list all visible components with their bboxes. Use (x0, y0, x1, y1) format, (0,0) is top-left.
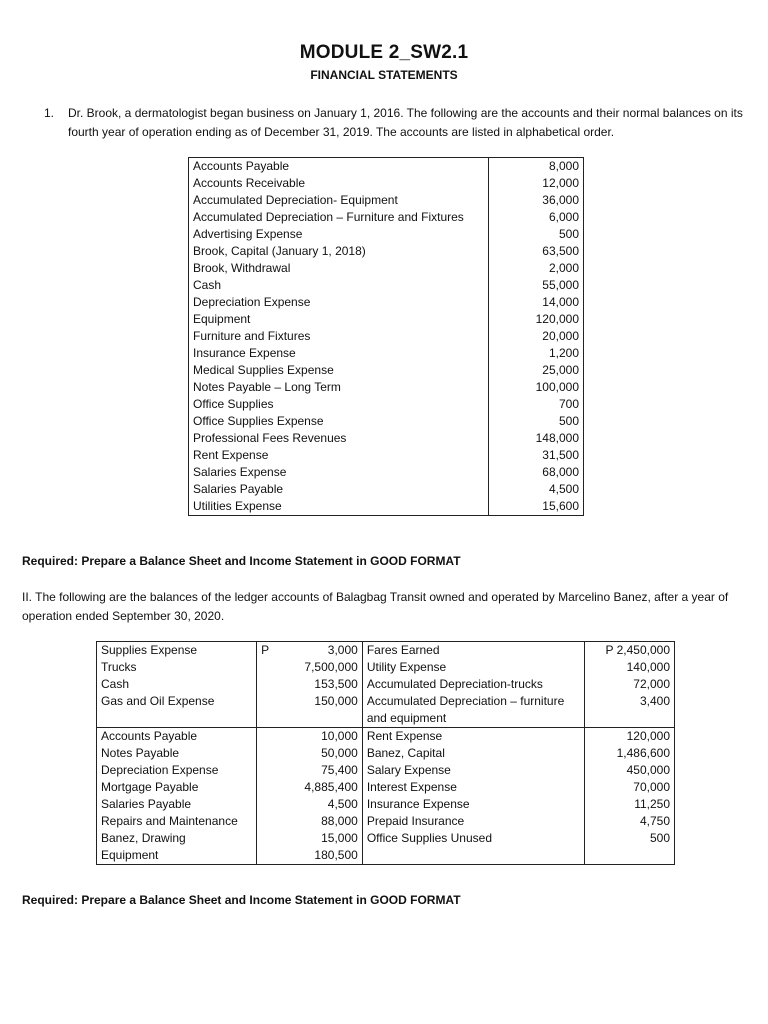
account-name: Brook, Withdrawal (189, 260, 489, 277)
question-1-number: 1. (44, 106, 55, 120)
account-amount: 20,000 (489, 328, 584, 345)
left-account-amount-cell (257, 676, 363, 693)
table-row (97, 676, 675, 693)
table-row (97, 642, 675, 660)
account-amount: 500 (489, 413, 584, 430)
left-account-name: Cash (97, 676, 257, 693)
right-account-name (362, 847, 585, 865)
right-account-name: Rent Expense (362, 728, 585, 746)
table-row (189, 464, 584, 481)
table-row (97, 728, 675, 746)
account-amount: 63,500 (489, 243, 584, 260)
left-account-name: Equipment (97, 847, 257, 865)
left-account-amount: 15,000 (321, 831, 358, 845)
table-row (189, 413, 584, 430)
account-name: Salaries Payable (189, 481, 489, 498)
required-instruction-2: Required: Prepare a Balance Sheet and Income Statement in GOOD FORMAT (22, 893, 461, 907)
right-account-name: Office Supplies Unused (362, 830, 585, 847)
accounts-table-2 (96, 641, 675, 865)
account-amount: 31,500 (489, 447, 584, 464)
left-account-name: Trucks (97, 659, 257, 676)
account-name: Salaries Expense (189, 464, 489, 481)
left-account-amount: 150,000 (314, 694, 358, 708)
right-account-name: Accumulated Depreciation – furniture and equipment (362, 693, 585, 728)
left-account-amount-cell (257, 813, 363, 830)
left-account-amount-cell (257, 693, 363, 728)
account-amount: 36,000 (489, 192, 584, 209)
question-1-text: Dr. Brook, a dermatologist began business on January 1, 2016. The following are the accounts and their normal balances on its fourth year of operation ending as of December 31, 2019. The accounts are listed in alphabetical order. (68, 106, 743, 139)
left-account-amount-cell (257, 830, 363, 847)
left-account-amount-cell (257, 762, 363, 779)
account-name: Depreciation Expense (189, 294, 489, 311)
right-account-name: Salary Expense (362, 762, 585, 779)
account-amount: 8,000 (489, 158, 584, 176)
table-row (97, 659, 675, 676)
table-row (189, 192, 584, 209)
account-amount: 6,000 (489, 209, 584, 226)
account-amount: 68,000 (489, 464, 584, 481)
table-row (189, 396, 584, 413)
question-2-text: II. The following are the balances of the ledger accounts of Balagbag Transit owned and operated by Marcelino Banez, after a year of operation ended September 30, 2020. (22, 590, 729, 623)
left-account-amount-cell (257, 642, 363, 660)
left-account-amount: 88,000 (321, 814, 358, 828)
account-amount: 12,000 (489, 175, 584, 192)
account-name: Professional Fees Revenues (189, 430, 489, 447)
left-account-amount: 50,000 (321, 746, 358, 760)
table-row (97, 693, 675, 728)
left-account-name: Salaries Payable (97, 796, 257, 813)
account-name: Office Supplies (189, 396, 489, 413)
left-account-name: Mortgage Payable (97, 779, 257, 796)
left-account-amount: 3,000 (327, 643, 358, 657)
right-account-amount: 3,400 (585, 693, 675, 728)
account-amount: 2,000 (489, 260, 584, 277)
right-account-amount: 4,750 (585, 813, 675, 830)
account-amount: 55,000 (489, 277, 584, 294)
left-account-amount: 153,500 (314, 677, 358, 691)
table-row (97, 796, 675, 813)
left-account-amount-cell (257, 847, 363, 865)
table-row (189, 277, 584, 294)
right-account-name: Interest Expense (362, 779, 585, 796)
table-row (97, 830, 675, 847)
left-account-amount-cell (257, 659, 363, 676)
left-account-amount: 7,500,000 (304, 660, 358, 674)
table-row (189, 209, 584, 226)
left-account-name: Depreciation Expense (97, 762, 257, 779)
table-row (189, 260, 584, 277)
table-row (97, 745, 675, 762)
page-title: MODULE 2_SW2.1 (299, 42, 469, 63)
left-account-amount: 4,500 (327, 797, 358, 811)
question-1 (44, 104, 754, 142)
right-account-amount: 120,000 (585, 728, 675, 746)
right-account-amount (585, 847, 675, 865)
table-row (189, 345, 584, 362)
table-row (97, 762, 675, 779)
required-instruction-1: Required: Prepare a Balance Sheet and Income Statement in GOOD FORMAT (22, 554, 461, 568)
account-name: Cash (189, 277, 489, 294)
left-account-name: Accounts Payable (97, 728, 257, 746)
account-name: Advertising Expense (189, 226, 489, 243)
right-account-amount: 450,000 (585, 762, 675, 779)
account-name: Accounts Receivable (189, 175, 489, 192)
account-name: Office Supplies Expense (189, 413, 489, 430)
left-account-amount: 4,885,400 (304, 780, 358, 794)
right-account-amount: 70,000 (585, 779, 675, 796)
left-account-name: Notes Payable (97, 745, 257, 762)
right-account-amount: 140,000 (585, 659, 675, 676)
left-account-amount: 180,500 (314, 848, 358, 862)
account-amount: 4,500 (489, 481, 584, 498)
table-row (97, 779, 675, 796)
table-row (97, 813, 675, 830)
left-account-amount-cell (257, 779, 363, 796)
table-row (189, 481, 584, 498)
account-name: Medical Supplies Expense (189, 362, 489, 379)
left-account-name: Repairs and Maintenance (97, 813, 257, 830)
account-amount: 148,000 (489, 430, 584, 447)
left-account-name: Banez, Drawing (97, 830, 257, 847)
right-account-name: Insurance Expense (362, 796, 585, 813)
account-amount: 15,600 (489, 498, 584, 516)
account-amount: 14,000 (489, 294, 584, 311)
table-row (189, 498, 584, 516)
left-account-amount-cell (257, 728, 363, 746)
right-account-name: Accumulated Depreciation-trucks (362, 676, 585, 693)
account-name: Accounts Payable (189, 158, 489, 176)
left-account-amount-cell (257, 745, 363, 762)
table-row (189, 430, 584, 447)
account-name: Accumulated Depreciation – Furniture and Fixtures (189, 209, 489, 226)
currency-symbol: P (261, 643, 270, 657)
right-account-amount: 72,000 (585, 676, 675, 693)
account-amount: 120,000 (489, 311, 584, 328)
right-account-name: Utility Expense (362, 659, 585, 676)
table-row (97, 847, 675, 865)
accounts-table-1 (188, 157, 584, 516)
left-account-amount: 75,400 (321, 763, 358, 777)
right-account-name: Prepaid Insurance (362, 813, 585, 830)
table-row (189, 447, 584, 464)
left-account-name: Supplies Expense (97, 642, 257, 660)
account-name: Notes Payable – Long Term (189, 379, 489, 396)
right-account-name: Fares Earned (362, 642, 585, 660)
left-account-amount-cell (257, 796, 363, 813)
account-name: Accumulated Depreciation- Equipment (189, 192, 489, 209)
right-account-amount: 1,486,600 (585, 745, 675, 762)
right-account-amount: P 2,450,000 (585, 642, 675, 660)
right-account-name: Banez, Capital (362, 745, 585, 762)
right-account-amount: 11,250 (585, 796, 675, 813)
table-row (189, 158, 584, 176)
account-name: Furniture and Fixtures (189, 328, 489, 345)
account-amount: 500 (489, 226, 584, 243)
account-amount: 100,000 (489, 379, 584, 396)
table-row (189, 175, 584, 192)
table-row (189, 294, 584, 311)
table-row (189, 311, 584, 328)
left-account-name: Gas and Oil Expense (97, 693, 257, 728)
page-subtitle: FINANCIAL STATEMENTS (310, 68, 458, 82)
account-name: Rent Expense (189, 447, 489, 464)
account-name: Equipment (189, 311, 489, 328)
account-name: Utilities Expense (189, 498, 489, 516)
account-name: Insurance Expense (189, 345, 489, 362)
right-account-amount: 500 (585, 830, 675, 847)
table-row (189, 243, 584, 260)
table-row (189, 328, 584, 345)
account-amount: 700 (489, 396, 584, 413)
table-row (189, 362, 584, 379)
table-row (189, 379, 584, 396)
left-account-amount: 10,000 (321, 729, 358, 743)
account-name: Brook, Capital (January 1, 2018) (189, 243, 489, 260)
table-row (189, 226, 584, 243)
account-amount: 1,200 (489, 345, 584, 362)
account-amount: 25,000 (489, 362, 584, 379)
